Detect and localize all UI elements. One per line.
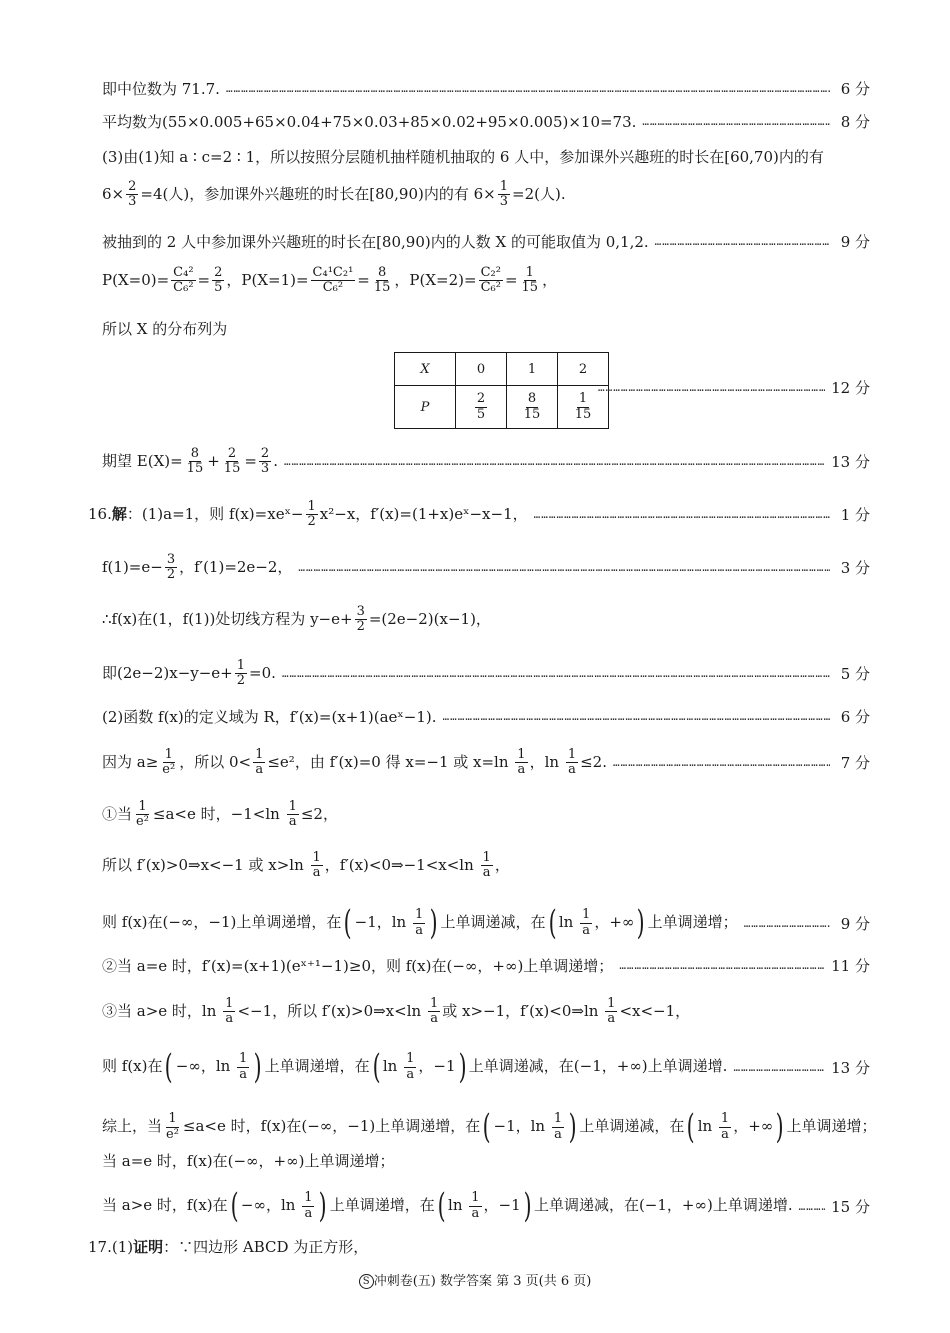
line-text: (2)函数 f(x)的定义域为 R，f′(x)=(x+1)(aeˣ−1). <box>102 708 437 726</box>
fraction: $\frac{2}{5}$ <box>214 265 223 296</box>
answer-line-q16-part1 <box>88 500 870 530</box>
text-segment: (1) <box>111 1238 134 1256</box>
answer-line-case3 <box>102 997 870 1027</box>
text-segment: ①当 <box>102 804 133 823</box>
answer-line-summary-case3 <box>102 1186 870 1226</box>
answer-line-critical-points <box>102 748 870 778</box>
score-label: 9 分 <box>840 233 870 251</box>
table-row <box>395 353 609 386</box>
fraction: $\frac{1}{a}$ <box>582 907 591 938</box>
table-header-cell: P <box>395 386 456 429</box>
fraction: $\frac{1}{2}$ <box>307 499 316 530</box>
text-segment: −∞，ln <box>240 1196 301 1214</box>
dot-leader <box>443 710 830 723</box>
text-segment: ，f′(1)=2e−2， <box>179 557 293 576</box>
answer-line-median <box>102 78 870 99</box>
table-cell: 1 <box>507 353 558 386</box>
score-label: 15 分 <box>831 1197 870 1216</box>
fraction: $\frac{1}{a}$ <box>312 850 321 881</box>
answer-line-counts <box>102 180 870 210</box>
answer-line-q17 <box>88 1236 870 1257</box>
fraction: $\frac{2}{3}$ <box>128 179 137 210</box>
text-segment: P(X=0)= <box>102 270 170 289</box>
text-segment: ，所以 0< <box>179 752 252 771</box>
fraction: $\frac{1}{a}$ <box>553 1111 563 1142</box>
line-text: (3)由(1)知 a ∶ c=2 ∶ 1，所以按照分层随机抽样随机抽取的 6 人中，参加课外兴趣班的时长在[60,70)内的有 <box>102 148 824 166</box>
text-segment: 期望 E(X)= <box>102 451 183 470</box>
text-segment: . <box>273 451 278 470</box>
score-label: 5 分 <box>840 665 870 684</box>
text-segment: −1，ln <box>493 1117 550 1135</box>
text-segment: ，+∞ <box>594 913 635 931</box>
fraction: $\frac{1}{a}$ <box>471 1190 480 1221</box>
table-score-line <box>598 377 870 398</box>
fraction: $\frac{\text{C₄²}}{\text{C₆²}}$ <box>173 265 194 296</box>
text-segment: ，P(X=2)= <box>394 270 477 289</box>
fraction: $\frac{1}{\text{e²}}$ <box>136 799 149 830</box>
text-segment: 上单调递增，在 <box>329 1196 435 1214</box>
text-segment: ，−1 <box>483 1196 521 1214</box>
text-segment: 上单调递减，在(−1，+∞)上单调递增. <box>468 1057 728 1075</box>
text-segment: <x<−1， <box>619 1001 691 1020</box>
left-paren: ( <box>687 1107 696 1147</box>
answer-line-values <box>102 231 870 252</box>
dot-leader <box>655 235 830 248</box>
answer-line-part3 <box>102 146 870 167</box>
table-cell: $\frac{2}{5}$ <box>456 386 507 429</box>
answer-line-f1 <box>102 553 870 583</box>
right-paren: ) <box>253 1047 262 1087</box>
answer-line-case2 <box>102 955 870 976</box>
text-segment: ≤a<e 时，−1<ln <box>152 804 285 823</box>
left-paren: ( <box>372 1047 381 1087</box>
left-paren: ( <box>230 1186 239 1226</box>
answer-line-case1-sign <box>102 851 870 881</box>
score-label: 3 分 <box>840 559 870 578</box>
score-label: 11 分 <box>831 957 870 975</box>
right-paren: ) <box>429 903 438 943</box>
text-segment: ：∵四边形 ABCD 为正方形， <box>163 1238 369 1256</box>
text-segment: 综上，当 <box>102 1117 163 1135</box>
fraction: $\frac{1}{2}$ <box>236 658 246 689</box>
fraction: $\frac{1}{\text{e²}}$ <box>166 1111 179 1142</box>
answer-line-case3-monotonic <box>102 1047 870 1087</box>
line-text: 被抽到的 2 人中参加课外兴趣班的时长在[80,90)内的人数 X 的可能取值为 0,1,2. <box>102 233 649 251</box>
left-paren: ( <box>482 1107 491 1147</box>
text-segment: 则 f(x)在 <box>102 1057 163 1075</box>
fraction: $\frac{1}{3}$ <box>499 179 509 210</box>
brand-logo-icon: S <box>359 1274 374 1289</box>
fraction: $\frac{1}{a}$ <box>429 996 439 1027</box>
dot-leader <box>733 1061 825 1074</box>
dot-leader <box>284 455 825 468</box>
table-header-cell: X <box>395 353 456 386</box>
right-paren: ) <box>637 903 646 943</box>
dot-leader <box>598 381 825 394</box>
left-paren: ( <box>344 903 352 943</box>
text-segment: =(2e−2)(x−1)， <box>368 609 491 628</box>
line-text: 即中位数为 71.7. <box>102 80 220 98</box>
text-segment: ， <box>494 855 510 874</box>
fraction: $\frac{1}{a}$ <box>482 850 491 881</box>
text-segment: ③当 a>e 时，ln <box>102 1001 222 1020</box>
fraction: $\frac{8}{15}$ <box>186 446 204 477</box>
line-text: 平均数为(55×0.005+65×0.04+75×0.03+85×0.02+95×0.005)×10=73. <box>102 113 637 131</box>
text-segment: ln <box>558 913 579 931</box>
fraction: $\frac{3}{2}$ <box>166 552 176 583</box>
fraction: $\frac{1}{15}$ <box>521 265 539 296</box>
text-segment: = <box>504 270 518 289</box>
text-segment: 上单调递增； <box>786 1117 877 1135</box>
dot-leader <box>744 917 830 930</box>
score-label: 1 分 <box>840 506 870 525</box>
text-segment: ∴f(x)在(1，f(1))处切线方程为 y−e+ <box>102 609 353 628</box>
score-label: 6 分 <box>840 708 870 726</box>
answer-line-domain <box>102 706 870 727</box>
fraction: $\frac{\text{C₄¹C₂¹}}{\text{C₆²}}$ <box>312 265 354 296</box>
table-cell: 0 <box>456 353 507 386</box>
fraction: $\frac{1}{a}$ <box>720 1111 730 1142</box>
table-cell: 2 <box>558 353 609 386</box>
text-segment: ，ln <box>529 752 564 771</box>
right-paren: ) <box>775 1107 784 1147</box>
text-segment: −1，ln <box>354 913 411 931</box>
distribution-table <box>394 352 609 429</box>
line-text: ②当 a=e 时，f′(x)=(x+1)(eˣ⁺¹−1)≥0，则 f(x)在(−∞，+∞)上单调递增； <box>102 957 614 975</box>
text-segment: 因为 a≥ <box>102 752 159 771</box>
answer-line-case1 <box>102 800 870 830</box>
fraction: $\frac{\text{C₂²}}{\text{C₆²}}$ <box>480 265 501 296</box>
right-paren: ) <box>319 1186 328 1226</box>
right-paren: ) <box>523 1186 532 1226</box>
text-segment: =0. <box>249 663 276 682</box>
text-segment: ，−1 <box>418 1057 456 1075</box>
text-segment: =4(人)，参加课外兴趣班的时长在[80,90)内的有 6× <box>140 184 496 203</box>
text-segment: 6× <box>102 184 125 203</box>
table-cell: $\frac{8}{15}$ <box>507 386 558 429</box>
text-segment: 或 x>−1，f′(x)<0⇒ln <box>442 1001 604 1020</box>
answer-line-mean <box>102 111 870 132</box>
text-segment: = <box>357 270 370 289</box>
text-segment: x²−x，f′(x)=(1+x)eˣ−x−1， <box>319 504 528 523</box>
fraction: $\frac{1}{a}$ <box>239 1051 248 1082</box>
fraction: $\frac{1}{a}$ <box>517 747 526 778</box>
table-row <box>395 386 609 429</box>
answer-line-summary-case1 <box>102 1107 877 1147</box>
score-label: 12 分 <box>831 379 870 397</box>
text-segment: 上单调递减，在 <box>579 1117 685 1135</box>
answer-line-probabilities <box>102 266 870 296</box>
fraction: $\frac{1}{a}$ <box>406 1051 415 1082</box>
text-segment: f(1)=e− <box>102 557 163 576</box>
dot-leader <box>613 756 830 769</box>
text-segment: ≤a<e 时，f(x)在(−∞，−1)上单调递增，在 <box>182 1117 481 1135</box>
page-footer <box>0 1270 950 1289</box>
text-segment: 上单调递增； <box>647 913 738 931</box>
text-segment: ln <box>697 1117 717 1135</box>
text-segment: = <box>197 270 211 289</box>
dot-leader <box>642 115 830 128</box>
fraction: $\frac{1}{a}$ <box>255 747 264 778</box>
answer-line-distribution-intro <box>102 318 870 339</box>
text-segment: ≤2. <box>580 752 607 771</box>
text-segment: 上单调递减，在(−1，+∞)上单调递增. <box>533 1196 793 1214</box>
fraction: $\frac{1}{a}$ <box>288 799 297 830</box>
fraction: $\frac{2}{3}$ <box>260 446 270 477</box>
fraction: $\frac{2}{15}$ <box>223 446 241 477</box>
text-segment: ，f′(x)<0⇒−1<x<ln <box>324 855 479 874</box>
score-label: 6 分 <box>840 80 870 98</box>
dot-leader <box>619 959 825 972</box>
text-segment: ：(1)a=1，则 f(x)=xeˣ− <box>126 504 304 523</box>
text-segment: = <box>244 451 257 470</box>
text-segment: −∞，ln <box>175 1057 236 1075</box>
text-segment: <−1，所以 f′(x)>0⇒x<ln <box>237 1001 426 1020</box>
fraction: $\frac{1}{a}$ <box>225 996 234 1027</box>
right-paren: ) <box>458 1047 467 1087</box>
answer-line-expectation <box>102 447 870 477</box>
answer-line-summary-case2 <box>102 1150 870 1171</box>
dot-leader <box>534 508 830 521</box>
left-paren: ( <box>437 1186 446 1226</box>
solution-heading: 解 <box>111 504 127 523</box>
question-number: 16. <box>88 504 112 523</box>
footer-text: 冲刺卷(五) 数学答案 第 3 页(共 6 页) <box>373 1274 592 1289</box>
text-segment: ，P(X=1)= <box>226 270 309 289</box>
fraction: $\frac{1}{a}$ <box>304 1190 313 1221</box>
text-segment: 所以 f′(x)>0⇒x<−1 或 x>ln <box>102 855 309 874</box>
dot-leader <box>226 82 830 95</box>
text-segment: + <box>207 451 220 470</box>
text-segment: ln <box>382 1057 403 1075</box>
text-segment: 即(2e−2)x−y−e+ <box>102 663 233 682</box>
table-cell: $\frac{1}{15}$ <box>558 386 609 429</box>
question-number: 17. <box>88 1238 112 1256</box>
text-segment: ≤2， <box>300 804 338 823</box>
line-text: 所以 X 的分布列为 <box>102 320 228 338</box>
line-text: 当 a=e 时，f(x)在(−∞，+∞)上单调递增； <box>102 1152 395 1170</box>
fraction: $\frac{3}{2}$ <box>356 604 365 635</box>
fraction: $\frac{8}{15}$ <box>373 265 391 296</box>
text-segment: ，+∞ <box>733 1117 774 1135</box>
text-segment: =2(人). <box>512 184 566 203</box>
answer-line-tangent-simplified <box>102 659 870 689</box>
dot-leader <box>282 667 830 680</box>
text-segment: 当 a>e 时，f(x)在 <box>102 1196 228 1214</box>
answer-line-case1-monotonic <box>102 903 870 943</box>
score-label: 9 分 <box>840 914 870 933</box>
proof-heading: 证明 <box>133 1238 164 1256</box>
fraction: $\frac{1}{a}$ <box>414 907 424 938</box>
left-paren: ( <box>165 1047 174 1087</box>
text-segment: ln <box>448 1196 468 1214</box>
dot-leader <box>298 561 830 574</box>
right-paren: ) <box>568 1107 577 1147</box>
text-segment: 上单调递减，在 <box>440 913 546 931</box>
score-label: 13 分 <box>831 1058 870 1077</box>
text-segment: ， <box>542 270 558 289</box>
score-label: 7 分 <box>840 754 870 773</box>
score-label: 8 分 <box>840 113 870 131</box>
text-segment: ≤e²，由 f′(x)=0 得 x=−1 或 x=ln <box>267 752 514 771</box>
left-paren: ( <box>548 903 557 943</box>
text-segment: 上单调递增，在 <box>264 1057 370 1075</box>
fraction: $\frac{1}{a}$ <box>607 996 616 1027</box>
answer-line-tangent <box>102 605 870 635</box>
fraction: $\frac{1}{a}$ <box>567 747 577 778</box>
text-segment: 则 f(x)在(−∞，−1)上单调递增，在 <box>102 913 342 931</box>
score-label: 13 分 <box>831 453 870 472</box>
dot-leader <box>799 1200 826 1213</box>
fraction: $\frac{1}{\text{e²}}$ <box>162 747 176 778</box>
